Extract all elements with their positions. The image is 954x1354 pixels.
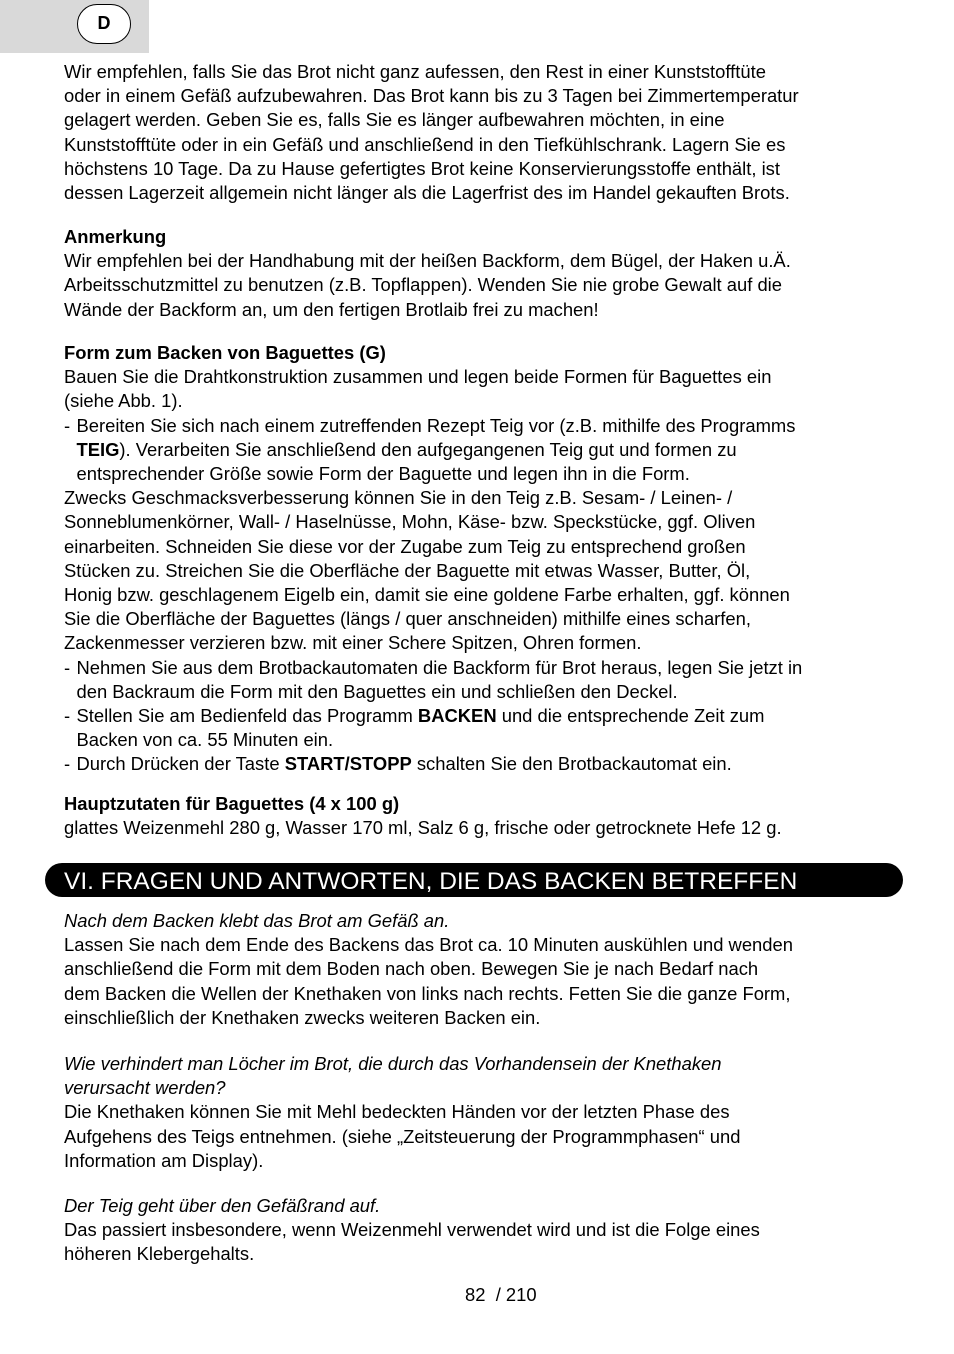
language-tab: D: [77, 4, 131, 44]
text-line: Bauen Sie die Drahtkonstruktion zusammen und legen beide Formen für Baguettes ein: [64, 366, 772, 388]
program-name: TEIG: [76, 438, 120, 460]
text-line: Zackenmesser verzieren bzw. mit einer Schere Spitzen, Ohren formen.: [64, 632, 642, 654]
text-line: [77, 704, 895, 728]
dash: -: [64, 705, 71, 727]
text-line: Information am Display).: [64, 1149, 264, 1171]
dash: -: [64, 753, 71, 775]
text-line: einschließlich der Knethaken zwecks weiteren Backen ein.: [64, 1006, 541, 1028]
text-line: Nehmen Sie aus dem Brotbackautomaten die Backform für Brot heraus, legen Sie jetzt in: [76, 656, 803, 678]
text-line: Wände der Backform an, um den fertigen Brotlaib frei zu machen!: [64, 298, 599, 320]
text-line: anschließend die Form mit dem Boden nach oben. Bewegen Sie je nach Bedarf nach: [64, 958, 759, 980]
text-line: Sonneblumenkörner, Wall- / Haselnüsse, Mohn, Käse- bzw. Speckstücke, ggf. Oliven: [64, 511, 756, 533]
text-line: Honig bzw. geschlagenem Eigelb ein, damit sie eine goldene Farbe erhalten, ggf. können: [64, 584, 790, 606]
text-line: Arbeitsschutzmittel zu benutzen (z.B. Topflappen). Wenden Sie nie grobe Gewalt auf die: [64, 274, 782, 296]
section-title-banner: VI. FRAGEN UND ANTWORTEN, DIE DAS BACKEN BETREFFEN: [45, 863, 903, 897]
text-fragment: Durch Drücken der Taste: [76, 753, 285, 775]
ingredients-heading: Hauptzutaten für Baguettes (4 x 100 g): [64, 793, 400, 814]
note-section: [64, 225, 894, 322]
step-1: [64, 414, 894, 487]
text-line: dem Backen die Wellen der Knethaken von links nach rechts. Fetten Sie die ganze Form,: [64, 982, 791, 1004]
text-line: Bereiten Sie sich nach einem zutreffenden Rezept Teig vor (z.B. mithilfe des Programms: [76, 414, 796, 436]
step-3: [64, 704, 894, 752]
text-line: dessen Lagerzeit allgemein nicht länger als die Lagerfrist des im Handel gekauften Brots.: [64, 182, 790, 204]
text-line: Kunststofftüte oder in ein Gefäß und anschließend in den Tiefkühlschrank. Lagern Sie es: [64, 133, 786, 155]
text-line: Lassen Sie nach dem Ende des Backens das Brot ca. 10 Minuten auskühlen und wenden: [64, 934, 793, 956]
page-number: [465, 1283, 537, 1307]
page-current: 82: [465, 1284, 486, 1305]
faq-question: Der Teig geht über den Gefäßrand auf.: [64, 1195, 381, 1216]
text-line: Backen von ca. 55 Minuten ein.: [76, 729, 334, 751]
step-2: [64, 656, 894, 704]
faq-question: Wie verhindert man Löcher im Brot, die durch das Vorhandensein der Knethaken: [64, 1053, 722, 1074]
program-name: BACKEN: [417, 705, 497, 727]
text-line: (siehe Abb. 1).: [64, 390, 183, 412]
text-fragment: schalten Sie den Brotbackautomat ein.: [411, 753, 732, 775]
text-line: höchstens 10 Tage. Da zu Hause gefertigtes Brot keine Konservierungsstoffe enthält, ist: [64, 157, 780, 179]
baguette-heading: Form zum Backen von Baguettes (G): [64, 342, 386, 363]
text-line: Sie die Oberfläche der Baguettes (längs / quer anschneiden) mithilfe eines scharfen,: [64, 608, 751, 630]
text-line: Das passiert insbesondere, wenn Weizenmehl verwendet wird und ist die Folge eines: [64, 1219, 760, 1241]
text-line: Aufgehens des Teigs entnehmen. (siehe „Zeitsteuerung der Programmphasen“ und: [64, 1125, 741, 1147]
text-line: Wir empfehlen, falls Sie das Brot nicht ganz aufessen, den Rest in einer Kunststofftüte: [64, 61, 766, 82]
text-line: Zwecks Geschmacksverbesserung können Sie in den Teig z.B. Sesam- / Leinen- /: [64, 487, 733, 509]
storage-paragraph: [64, 60, 894, 205]
text-fragment: und die entsprechende Zeit zum: [496, 705, 765, 727]
text-line: glattes Weizenmehl 280 g, Wasser 170 ml, Salz 6 g, frische oder getrocknete Hefe 12 g.: [64, 817, 782, 839]
text-line: entsprechender Größe sowie Form der Baguette und legen ihn in die Form.: [76, 463, 690, 485]
faq-item-1: [64, 909, 894, 1030]
text-line: Wir empfehlen bei der Handhabung mit der heißen Backform, dem Bügel, der Haken u.Ä.: [64, 250, 791, 272]
text-line: Stücken zu. Streichen Sie die Oberfläche der Baguette mit etwas Wasser, Butter, Öl,: [64, 559, 751, 581]
baguette-section: [64, 341, 894, 777]
text-line: gelagert werden. Geben Sie es, falls Sie es länger aufbewahren möchten, in eine: [64, 109, 725, 131]
text-line: den Backraum die Form mit den Baguettes ein und schließen den Deckel.: [76, 680, 678, 702]
text-line: oder in einem Gefäß aufzubewahren. Das Brot kann bis zu 3 Tagen bei Zimmertemperatur: [64, 85, 799, 107]
text-line: [77, 752, 895, 776]
dash: -: [64, 656, 71, 678]
step-4: [64, 752, 894, 776]
ingredients-section: [64, 792, 894, 840]
faq-item-3: [64, 1194, 894, 1267]
text-line: Die Knethaken können Sie mit Mehl bedeckten Händen vor der letzten Phase des: [64, 1101, 730, 1123]
dash: -: [64, 414, 71, 436]
text-fragment: Stellen Sie am Bedienfeld das Programm: [76, 705, 418, 727]
faq-question: Nach dem Backen klebt das Brot am Gefäß an.: [64, 910, 450, 931]
faq-item-2: [64, 1052, 894, 1173]
button-name: START/STOPP: [284, 753, 412, 775]
note-heading: Anmerkung: [64, 226, 167, 247]
language-tab-box: [0, 0, 149, 53]
faq-question: verursacht werden?: [64, 1077, 226, 1099]
text-line: höheren Klebergehalts.: [64, 1243, 255, 1265]
text-line: einarbeiten. Schneiden Sie diese vor der Zugabe zum Teig zu entsprechend großen: [64, 535, 746, 557]
text-fragment: ). Verarbeiten Sie anschließend den aufgegangenen Teig gut und formen zu: [119, 438, 737, 460]
page-total: / 210: [495, 1284, 537, 1305]
text-line: [77, 438, 895, 462]
